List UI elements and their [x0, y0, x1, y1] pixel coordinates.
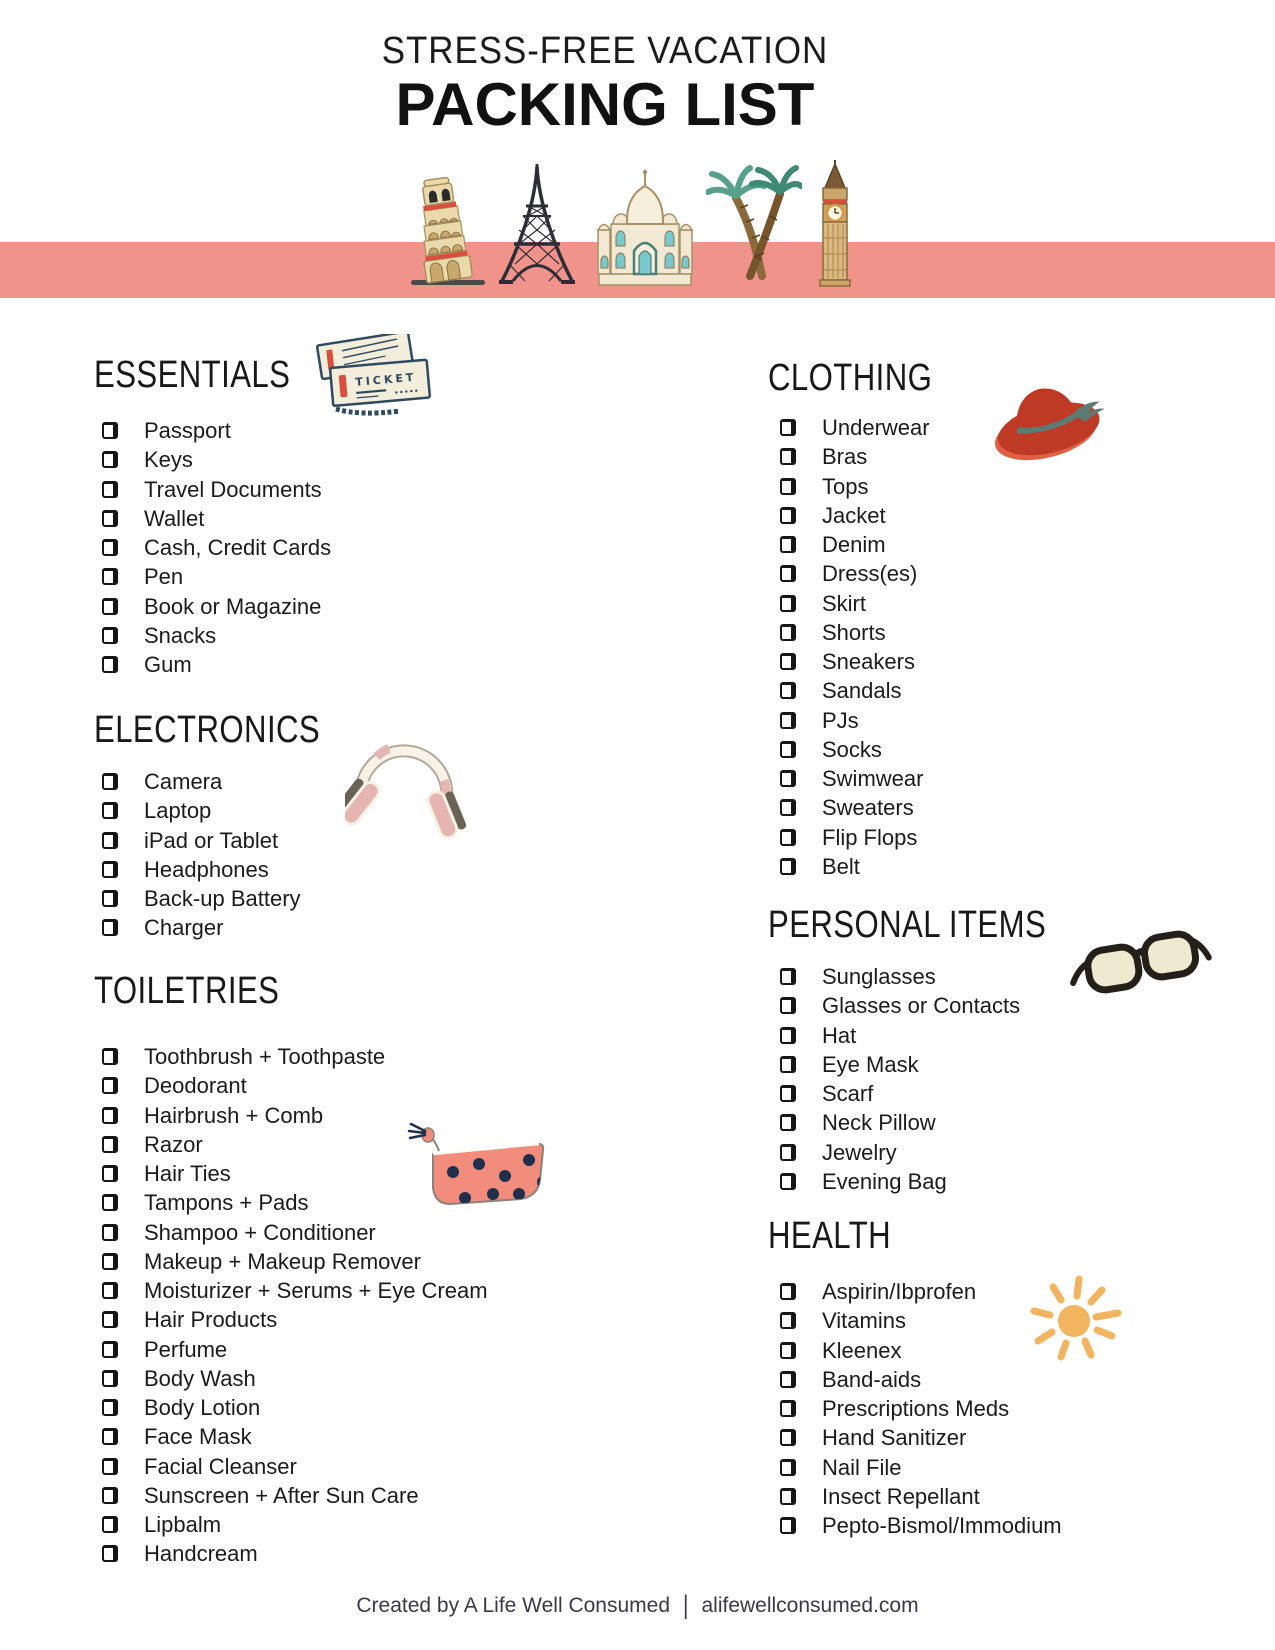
checkbox[interactable]	[102, 1224, 118, 1241]
item-label: Bras	[822, 444, 868, 470]
checkbox[interactable]	[780, 1173, 796, 1190]
checklist-row	[94, 533, 674, 562]
checklist-toiletries	[94, 1042, 674, 1569]
checkbox[interactable]	[102, 481, 118, 498]
checkbox[interactable]	[102, 1370, 118, 1387]
checkbox[interactable]	[780, 1312, 796, 1329]
checkbox[interactable]	[780, 682, 796, 699]
item-label: Passport	[144, 418, 231, 444]
section-title: PERSONAL ITEMS	[768, 904, 1047, 946]
item-label: Underwear	[822, 415, 930, 441]
checkbox[interactable]	[780, 770, 796, 787]
checklist-row	[768, 1365, 1248, 1394]
item-label: Book or Magazine	[144, 593, 322, 619]
footer-website[interactable]: alifewellconsumed.com	[701, 1594, 919, 1617]
item-label: Belt	[822, 853, 860, 879]
checkbox[interactable]	[780, 1342, 796, 1359]
header	[0, 28, 1210, 136]
checkbox[interactable]	[780, 565, 796, 582]
section-title: HEALTH	[768, 1215, 892, 1257]
item-label: Pepto-Bismol/Immodium	[822, 1513, 1062, 1539]
glasses-icon	[1068, 928, 1214, 1000]
footer	[0, 1591, 1275, 1620]
checklist-row	[94, 1539, 674, 1568]
item-label: Hat	[822, 1022, 857, 1048]
checklist-row	[94, 1393, 674, 1422]
item-label: Back-up Battery	[144, 886, 301, 912]
checklist-row	[94, 1159, 674, 1188]
footer-separator: |	[683, 1591, 689, 1620]
checklist-row	[768, 1021, 1248, 1050]
checkbox[interactable]	[102, 539, 118, 556]
item-label: Skirt	[822, 590, 866, 616]
item-label: Moisturizer + Serums + Eye Cream	[144, 1278, 488, 1304]
item-label: PJs	[822, 707, 859, 733]
checkbox[interactable]	[102, 802, 118, 819]
item-label: Jacket	[822, 502, 886, 528]
checkbox[interactable]	[780, 536, 796, 553]
checkbox[interactable]	[102, 510, 118, 527]
checkbox[interactable]	[780, 1114, 796, 1131]
item-label: Lipbalm	[144, 1512, 222, 1538]
checkbox[interactable]	[102, 627, 118, 644]
checklist-row	[94, 1422, 674, 1451]
item-label: Aspirin/Ibprofen	[822, 1279, 977, 1305]
checkbox[interactable]	[780, 507, 796, 524]
checklist-row	[768, 735, 1248, 764]
item-label: Insect Repellant	[822, 1483, 980, 1509]
item-label: Hair Products	[144, 1307, 278, 1333]
item-label: Shorts	[822, 619, 886, 645]
item-label: Band-aids	[822, 1366, 922, 1392]
checkbox[interactable]	[780, 595, 796, 612]
item-label: Travel Documents	[144, 476, 322, 502]
sun-icon	[1030, 1275, 1122, 1367]
checkbox[interactable]	[780, 1517, 796, 1534]
checkbox[interactable]	[102, 1458, 118, 1475]
checklist-row	[94, 1101, 674, 1130]
checklist-row	[768, 647, 1248, 676]
checkbox[interactable]	[780, 1283, 796, 1300]
section-title: CLOTHING	[768, 357, 933, 399]
item-label: Dress(es)	[822, 561, 918, 587]
checklist-row	[768, 706, 1248, 735]
item-label: Denim	[822, 532, 886, 558]
checkbox[interactable]	[102, 568, 118, 585]
checklist-row	[94, 650, 674, 679]
item-label: Scarf	[822, 1081, 874, 1107]
makeup-bag-icon	[395, 1122, 547, 1210]
checklist-row	[768, 852, 1248, 881]
item-label: Handcream	[144, 1541, 258, 1567]
tickets-icon	[308, 334, 435, 416]
checkbox[interactable]	[780, 741, 796, 758]
item-label: Hair Ties	[144, 1161, 231, 1187]
checkbox[interactable]	[102, 598, 118, 615]
checklist-row	[94, 475, 674, 504]
checkbox[interactable]	[780, 419, 796, 436]
checkbox[interactable]	[102, 1253, 118, 1270]
checklist-row	[768, 501, 1248, 530]
checklist-row	[768, 1079, 1248, 1108]
item-label: Vitamins	[822, 1308, 906, 1334]
section-title: ELECTRONICS	[94, 709, 321, 751]
checkbox[interactable]	[102, 1516, 118, 1533]
section-health	[768, 1215, 1248, 1540]
item-label: Prescriptions Meds	[822, 1396, 1010, 1422]
checklist-row	[768, 1423, 1248, 1452]
checkbox[interactable]	[780, 653, 796, 670]
checkbox[interactable]	[780, 1371, 796, 1388]
checklist-row	[768, 1277, 1248, 1306]
item-label: Evening Bag	[822, 1168, 947, 1194]
checkbox[interactable]	[780, 478, 796, 495]
checklist-row	[768, 589, 1248, 618]
checklist-clothing	[768, 413, 1248, 881]
checklist-row	[768, 676, 1248, 705]
checklist-row	[768, 1306, 1248, 1335]
checklist-row	[94, 1452, 674, 1481]
item-label: Gum	[144, 652, 192, 678]
checkbox[interactable]	[102, 773, 118, 790]
checklist-row	[94, 1481, 674, 1510]
item-label: Pen	[144, 564, 184, 590]
item-label: Sweaters	[822, 795, 914, 821]
item-label: Camera	[144, 769, 223, 795]
checkbox[interactable]	[780, 858, 796, 875]
checkbox[interactable]	[780, 1027, 796, 1044]
checklist-row	[94, 913, 674, 942]
checkbox[interactable]	[102, 890, 118, 907]
item-label: Wallet	[144, 505, 205, 531]
item-label: Hand Sanitizer	[822, 1425, 967, 1451]
checkbox[interactable]	[780, 829, 796, 846]
item-label: Jewelry	[822, 1139, 897, 1165]
checkbox[interactable]	[102, 861, 118, 878]
checkbox[interactable]	[780, 448, 796, 465]
checkbox[interactable]	[102, 422, 118, 439]
checklist-row	[94, 1042, 674, 1071]
item-label: Headphones	[144, 856, 269, 882]
page-title: PACKING LIST	[395, 71, 815, 138]
checklist-row	[94, 416, 674, 445]
item-label: Toothbrush + Toothpaste	[144, 1044, 386, 1070]
checklist-row	[768, 1336, 1248, 1365]
checkbox[interactable]	[780, 799, 796, 816]
item-label: Laptop	[144, 798, 212, 824]
item-label: Makeup + Makeup Remover	[144, 1248, 421, 1274]
item-label: Hairbrush + Comb	[144, 1102, 324, 1128]
item-label: Body Wash	[144, 1365, 256, 1391]
checklist-row	[94, 1071, 674, 1100]
item-label: Sunscreen + After Sun Care	[144, 1482, 419, 1508]
checklist-row	[768, 1138, 1248, 1167]
checkbox[interactable]	[102, 1282, 118, 1299]
checklist-essentials	[94, 416, 674, 679]
item-label: Face Mask	[144, 1424, 252, 1450]
checklist-row	[94, 884, 674, 913]
checkbox[interactable]	[780, 1085, 796, 1102]
page-subtitle: STRESS-FREE VACATION	[381, 30, 829, 72]
item-label: Snacks	[144, 622, 217, 648]
checklist-row	[768, 764, 1248, 793]
checklist-health	[768, 1277, 1248, 1540]
checkbox[interactable]	[102, 1165, 118, 1182]
checklist-row	[768, 823, 1248, 852]
checklist-row	[94, 445, 674, 474]
checklist-row	[768, 1394, 1248, 1423]
checkbox[interactable]	[102, 1107, 118, 1124]
checkbox[interactable]	[102, 1136, 118, 1153]
checkbox[interactable]	[780, 1459, 796, 1476]
checkbox[interactable]	[102, 1077, 118, 1094]
section-toiletries	[94, 970, 674, 1569]
checkbox[interactable]	[102, 1487, 118, 1504]
checklist-row	[94, 621, 674, 650]
checkbox[interactable]	[102, 1311, 118, 1328]
sun-hat-icon	[988, 372, 1106, 464]
checklist-row	[94, 1510, 674, 1539]
checkbox[interactable]	[102, 1428, 118, 1445]
item-label: Tops	[822, 473, 869, 499]
item-label: Sandals	[822, 678, 902, 704]
checkbox[interactable]	[780, 712, 796, 729]
checklist-row	[94, 1305, 674, 1334]
checkbox[interactable]	[780, 968, 796, 985]
checkbox[interactable]	[102, 1545, 118, 1562]
item-label: Flip Flops	[822, 824, 918, 850]
checkbox[interactable]	[780, 1429, 796, 1446]
item-label: Tampons + Pads	[144, 1190, 309, 1216]
checklist-row	[94, 592, 674, 621]
checkbox[interactable]	[102, 919, 118, 936]
item-label: Sneakers	[822, 649, 915, 675]
item-label: Cash, Credit Cards	[144, 535, 332, 561]
checklist-row	[94, 855, 674, 884]
checklist-row	[94, 504, 674, 533]
item-label: Keys	[144, 447, 193, 473]
checklist-row	[768, 618, 1248, 647]
checkbox[interactable]	[102, 1194, 118, 1211]
checklist-row	[768, 1050, 1248, 1079]
checkbox[interactable]	[780, 997, 796, 1014]
checklist-row	[768, 530, 1248, 559]
checkbox[interactable]	[102, 1399, 118, 1416]
item-label: Razor	[144, 1131, 203, 1157]
item-label: Glasses or Contacts	[822, 993, 1021, 1019]
checkbox[interactable]	[102, 1048, 118, 1065]
checklist-row	[94, 562, 674, 591]
checklist-row	[768, 1167, 1248, 1196]
item-label: iPad or Tablet	[144, 827, 279, 853]
checkbox[interactable]	[102, 1341, 118, 1358]
item-label: Nail File	[822, 1454, 902, 1480]
checkbox[interactable]	[780, 1144, 796, 1161]
checklist-row	[94, 1247, 674, 1276]
svg-text:TICKET: TICKET	[354, 370, 417, 389]
item-label: Kleenex	[822, 1337, 902, 1363]
section-title: TOILETRIES	[94, 970, 280, 1012]
checklist-row	[94, 1218, 674, 1247]
item-label: Facial Cleanser	[144, 1453, 297, 1479]
checkbox[interactable]	[102, 832, 118, 849]
item-label: Neck Pillow	[822, 1110, 936, 1136]
checklist-row	[768, 793, 1248, 822]
checklist-row	[94, 1130, 674, 1159]
checklist-row	[94, 1188, 674, 1217]
checklist-row	[768, 1108, 1248, 1137]
checklist-row	[94, 1364, 674, 1393]
checkbox[interactable]	[780, 1056, 796, 1073]
section-title: ESSENTIALS	[94, 354, 291, 396]
checklist-row	[94, 1276, 674, 1305]
checklist-row	[768, 1453, 1248, 1482]
checklist-row	[768, 472, 1248, 501]
checklist-row	[94, 1335, 674, 1364]
checklist-row	[768, 1511, 1248, 1540]
checklist-row	[768, 1482, 1248, 1511]
item-label: Deodorant	[144, 1073, 247, 1099]
footer-credit: Created by A Life Well Consumed	[356, 1594, 671, 1617]
headphones-icon	[345, 714, 467, 842]
item-label: Sunglasses	[822, 964, 936, 990]
checkbox[interactable]	[780, 1400, 796, 1417]
item-label: Charger	[144, 915, 224, 941]
checkbox[interactable]	[780, 1488, 796, 1505]
item-label: Perfume	[144, 1336, 228, 1362]
item-label: Swimwear	[822, 766, 924, 792]
item-label: Socks	[822, 736, 882, 762]
item-label: Eye Mask	[822, 1051, 919, 1077]
item-label: Shampoo + Conditioner	[144, 1219, 376, 1245]
checkbox[interactable]	[102, 656, 118, 673]
item-label: Body Lotion	[144, 1395, 261, 1421]
accent-band	[0, 242, 1275, 298]
checkbox[interactable]	[780, 624, 796, 641]
checklist-row	[768, 559, 1248, 588]
checkbox[interactable]	[102, 451, 118, 468]
